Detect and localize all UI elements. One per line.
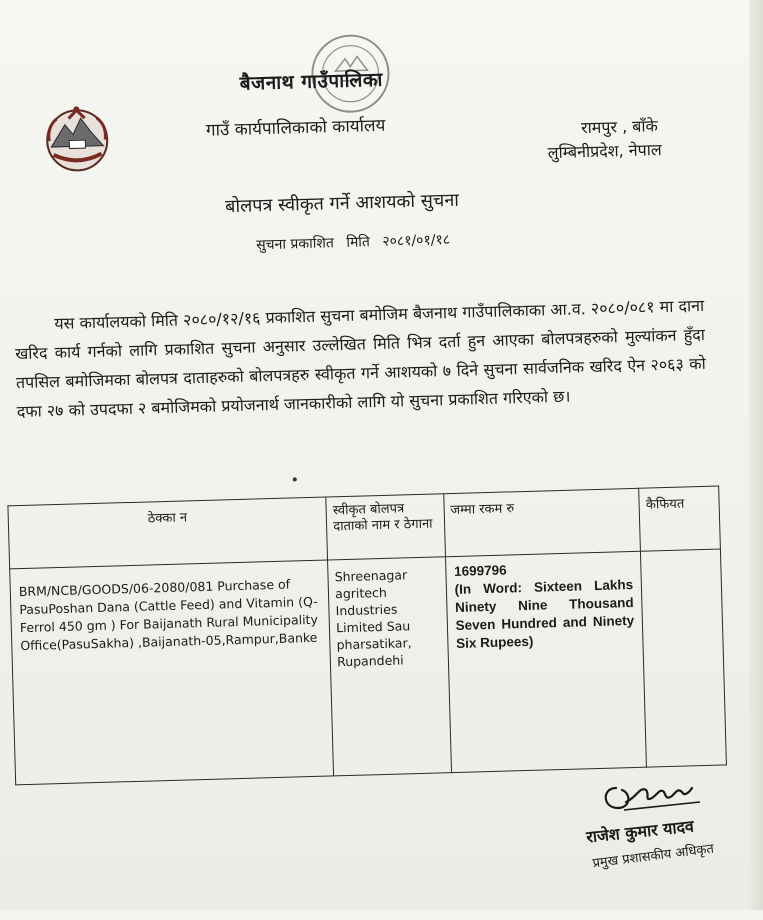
header-remarks: कैफियत: [639, 486, 720, 551]
signatory-title: प्रमुख प्रशासकीय अधिकृत: [591, 841, 715, 872]
organization-name: बैजनाथ गाउँपालिका: [239, 68, 384, 95]
office-address-place: रामपुर , बाँके: [580, 116, 659, 138]
notice-title: बोलपत्र स्वीकृत गर्ने आशयको सुचना: [224, 189, 460, 218]
header-contract-no: ठेक्का न: [8, 497, 328, 569]
cell-amount: [445, 551, 647, 772]
cell-contract: BRM/NCB/GOODS/06-2080/081 Purchase of PasuPoshan Dana (Cattle Feed) and Vitamin (Q-Ferrol 450 gm ) For Baijanath Rural Municipality Office(PasuSakha) ,Baijanath-05,Rampur,Banke: [10, 560, 334, 785]
amount-words-label: (In Word:: [454, 580, 523, 597]
signatory-name: राजेश कुमार यादव: [585, 816, 695, 847]
amount-words-text: Sixteen Lakhs Ninety Nine Thousand Seven Hundred and Ninety Six Rupees): [454, 576, 635, 651]
header-bidder: स्वीकृत बोलपत्र दाताको नाम र ठेगाना: [326, 494, 445, 560]
nepal-emblem-icon: [38, 99, 116, 177]
notice-body: यस कार्यालयको मिति २०८०/१२/१६ प्रकाशित सुचना बमोजिम बैजनाथ गाउँपालिकाका आ.व. २०८०/०८१ मा दाना खरिद कार्य गर्नको लागि प्रकाशित सुचना अनुसार उल्लेखित मिति भित्र दर्ता हुन आएका बोलपत्रहरुको मुल्यांकन हुँदा तपसिल बमोजिमका बोलपत्र दाताहरुको बोलपत्रहरु स्वीकृत गर्ने आशयको ७ दिने सुचना सार्वजनिक खरिद ऐन २०६३ को दफा २७ को उपदफा २ बमोजिमको प्रयोजनार्थ जानकारीको लागि यो सुचना प्रकाशित गरिएको छ।: [14, 295, 706, 422]
amount-in-words: [454, 576, 635, 653]
table-row: [10, 549, 727, 785]
date-label-date: मिति: [346, 234, 371, 251]
handwritten-signature: [596, 768, 708, 814]
office-address-province: लुम्बिनीप्रदेश, नेपाल: [547, 140, 662, 163]
notice-publish-date: [256, 230, 458, 255]
header-amount: जम्मा रकम रु: [443, 488, 640, 556]
cell-remarks: [641, 549, 727, 767]
office-name: गाउँ कार्यपालिकाको कार्यालय: [205, 115, 386, 141]
stray-mark: [293, 477, 297, 481]
date-value: २०८१/०१/१८: [382, 231, 451, 250]
amount-figure: 1699796: [453, 562, 507, 579]
date-label-published: सुचना प्रकाशित: [256, 235, 335, 254]
award-table: [7, 486, 727, 786]
cell-bidder: Shreenagar agritech Industries Limited Sau pharsatikar, Rupandehi: [328, 557, 452, 776]
